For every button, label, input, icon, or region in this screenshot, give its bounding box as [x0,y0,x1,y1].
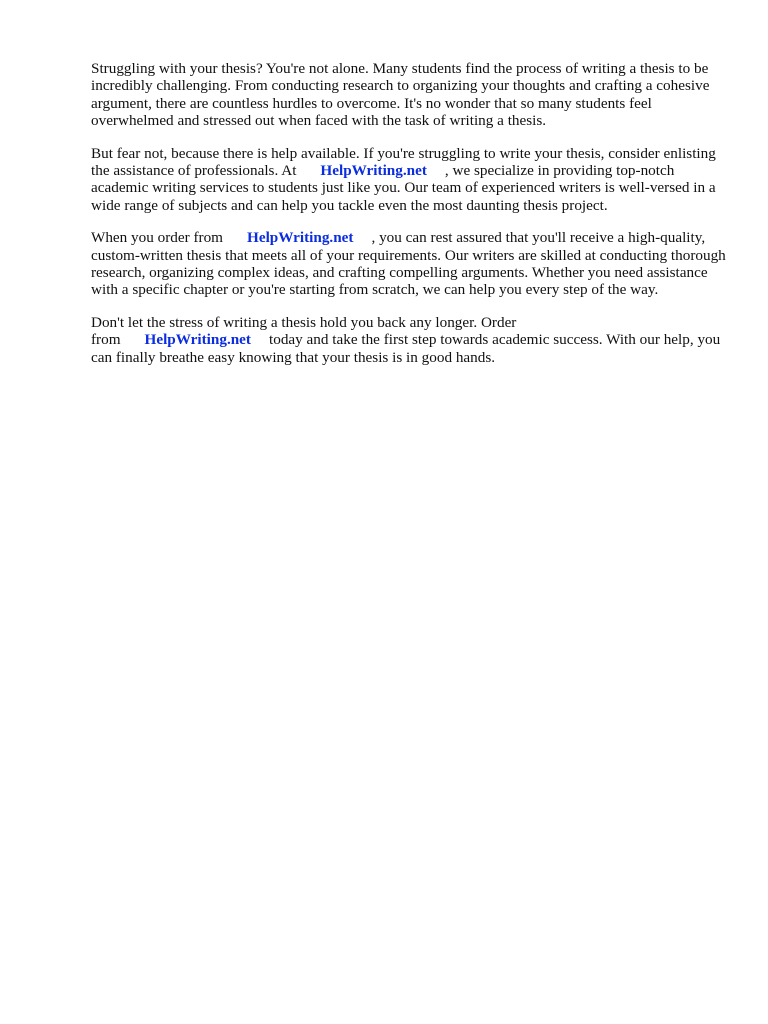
paragraph-closing [91,314,727,366]
paragraph-help-available [91,145,727,215]
document-body [91,60,727,381]
paragraph-text: Don't let the stress of writing a thesis hold you back any longer. Order from [91,313,517,349]
paragraph-text: today and take the first step towards academic success. With our help, you can finally breathe easy knowing that your thesis is in good hands. [91,331,721,366]
paragraph-text: , we specialize in providing top-notch academic writing services to students just like you. Our team of experienced writers is well-versed in a wide range of subjects and can help you tackle even the most daunting thesis project. [91,162,716,214]
paragraph-text: , you can rest assured that you'll receive a high-quality, custom-written thesis that meets all of your requirements. Our writers are skilled at conducting thorough research, organizing complex ideas, and crafting compelling arguments. Whether you need assistance with a specific chapter or you're starting from scratch, we can help you every step of the way. [91,229,726,299]
helpwriting-link[interactable]: HelpWriting.net [144,331,251,349]
helpwriting-link[interactable]: HelpWriting.net [247,229,354,247]
paragraph-intro: Struggling with your thesis? You're not alone. Many students find the process of writing a thesis to be incredibly challenging. From conducting research to organizing your thoughts and crafting a cohesive argument, there are countless hurdles to overcome. It's no wonder that so many students feel overwhelmed and stressed out when faced with the task of writing a thesis. [91,60,710,130]
paragraph-text: When you order from [91,229,224,247]
helpwriting-link[interactable]: HelpWriting.net [320,162,427,180]
paragraph-order [91,229,727,299]
paragraph-text: But fear not, because there is help available. If you're struggling to write your thesis, consider enlisting the assistance of professionals. At [91,144,716,180]
